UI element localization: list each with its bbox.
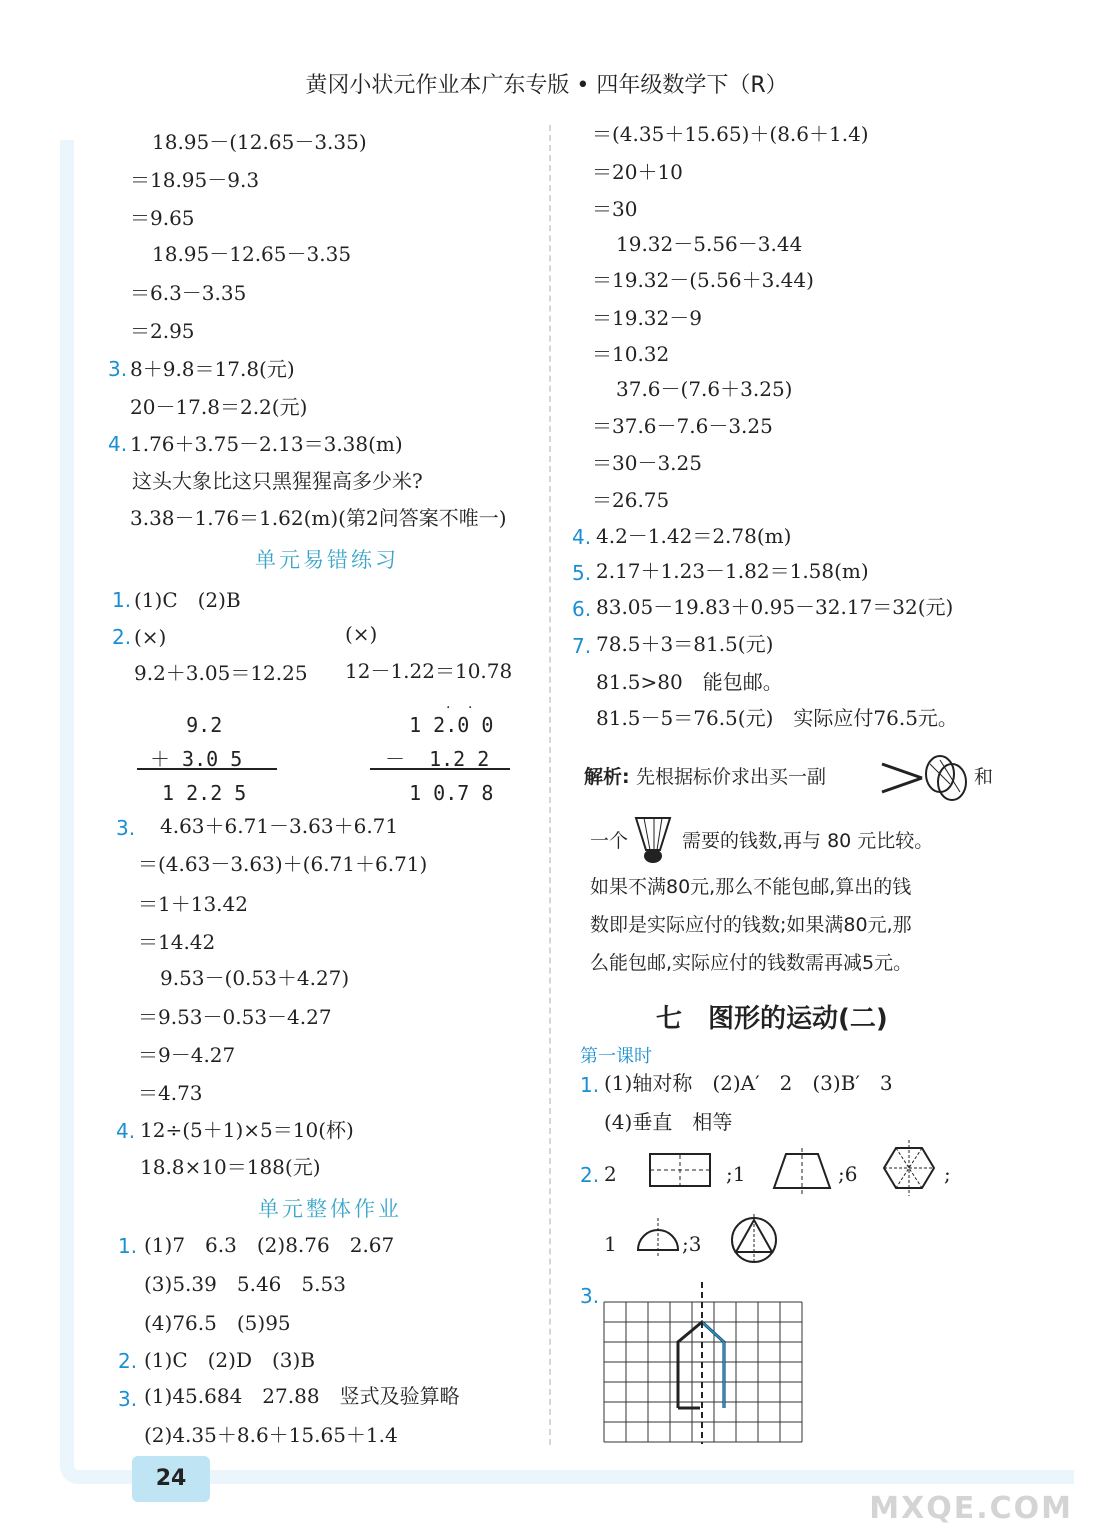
trapezoid-shape-icon <box>770 1148 834 1194</box>
explanation-text: 数即是实际应付的钱数;如果满80元,那 <box>590 914 912 936</box>
page-header: 黄冈小状元作业本广东专版 • 四年级数学下（R） <box>305 73 788 98</box>
line: 12－1.22＝10.78 <box>345 659 513 683</box>
line: ＝4.73 <box>138 1081 203 1105</box>
line: 81.5－5＝76.5(元) 实际应付76.5元。 <box>596 706 958 730</box>
line: 这头大象比这只黑猩猩高多少米? <box>132 469 423 493</box>
line: 9.53－(0.53＋4.27) <box>160 966 350 990</box>
line: (1)C (2)B <box>134 588 241 612</box>
watermark: MXQE.COM <box>869 1491 1073 1526</box>
page-number: 24 <box>132 1456 210 1502</box>
line: ＝(4.63－3.63)＋(6.71＋6.71) <box>138 852 428 876</box>
line: 18.95－(12.65－3.35) <box>152 130 367 154</box>
line: 2.17＋1.23－1.82＝1.58(m) <box>596 559 869 583</box>
question-number: 1. <box>112 588 132 612</box>
calc-rule <box>137 768 277 770</box>
line: 4.2－1.42＝2.78(m) <box>596 524 792 548</box>
line: ; <box>944 1162 951 1186</box>
line: (×) <box>134 625 167 649</box>
line: ＝(4.35＋15.65)＋(8.6＋1.4) <box>592 122 869 146</box>
line: 19.32－5.56－3.44 <box>616 232 803 256</box>
line: ;3 <box>682 1232 702 1256</box>
line: ＝6.3－3.35 <box>130 281 247 305</box>
line: ＝19.32－9 <box>592 306 702 330</box>
line: ＝9.65 <box>130 206 195 230</box>
circle-triangle-shape-icon <box>726 1212 782 1266</box>
explanation-text: 和 <box>974 766 994 788</box>
vertical-calc-addition: 9.2 ＋ 3.0 5 1 2.2 5 <box>150 713 247 805</box>
line: 1.76＋3.75－2.13＝3.38(m) <box>130 432 403 456</box>
question-number: 7. <box>572 634 592 658</box>
line: ＝30－3.25 <box>592 451 702 475</box>
question-number: 3. <box>116 816 136 840</box>
subsection-title: 单元整体作业 <box>258 1197 402 1221</box>
line: ＝37.6－7.6－3.25 <box>592 414 773 438</box>
line: (2)4.35＋8.6＋15.65＋1.4 <box>144 1423 398 1447</box>
column-divider <box>549 125 551 1445</box>
section-title: 七 图形的运动(二) <box>656 1004 888 1034</box>
line: ＝9－4.27 <box>138 1043 236 1067</box>
question-number: 3. <box>118 1387 138 1411</box>
badminton-racket-icon <box>880 750 970 806</box>
line: 12÷(5＋1)×5＝10(杯) <box>140 1118 354 1142</box>
question-number: 3. <box>108 357 128 381</box>
line: (1)45.684 27.88 竖式及验算略 <box>144 1384 460 1408</box>
line: ＝20＋10 <box>592 160 683 184</box>
line: 8＋9.8＝17.8(元) <box>130 357 295 381</box>
grid-diagram <box>600 1282 804 1444</box>
line: 2 <box>604 1162 617 1186</box>
question-number: 2. <box>580 1163 600 1187</box>
line: ＝18.95－9.3 <box>130 168 260 192</box>
line: 20－17.8＝2.2(元) <box>130 395 308 419</box>
rectangle-shape-icon <box>648 1152 712 1190</box>
line: (1)轴对称 (2)A′ 2 (3)B′ 3 <box>604 1071 893 1095</box>
borrow-dot: · <box>468 700 473 716</box>
explanation-text: 一个 <box>590 830 629 852</box>
line: 4.63＋6.71－3.63＋6.71 <box>160 814 399 838</box>
question-number: 3. <box>580 1284 600 1308</box>
line: 1 <box>604 1232 617 1256</box>
lesson-title: 第一课时 <box>580 1046 652 1067</box>
line: 83.05－19.83＋0.95－32.17＝32(元) <box>596 595 954 619</box>
question-number: 4. <box>572 525 592 549</box>
explanation-text: 先根据标价求出买一副 <box>636 766 827 788</box>
line: 18.8×10＝188(元) <box>140 1155 321 1179</box>
line: ＝30 <box>592 197 638 221</box>
hexagon-shape-icon <box>880 1140 938 1196</box>
question-number: 2. <box>112 625 132 649</box>
line: 78.5＋3＝81.5(元) <box>596 632 774 656</box>
line: (4)垂直 相等 <box>604 1110 733 1134</box>
line: ;6 <box>838 1162 858 1186</box>
line: 3.38－1.76＝1.62(m)(第2问答案不唯一) <box>130 506 507 530</box>
semicircle-shape-icon <box>632 1214 682 1260</box>
line: (3)5.39 5.46 5.53 <box>144 1272 346 1296</box>
question-number: 2. <box>118 1349 138 1373</box>
subsection-title: 单元易错练习 <box>255 548 399 572</box>
explanation-text: 需要的钱数,再与 80 元比较。 <box>682 830 934 852</box>
line: ＝1＋13.42 <box>138 892 248 916</box>
line: 37.6－(7.6＋3.25) <box>616 377 793 401</box>
calc-rule <box>370 768 510 770</box>
explanation-text: 如果不满80元,那么不能包邮,算出的钱 <box>590 876 912 898</box>
line: ＝2.95 <box>130 319 195 343</box>
question-number: 5. <box>572 561 592 585</box>
question-number: 4. <box>116 1119 136 1143</box>
explanation-label: 解析: <box>584 766 630 788</box>
question-number: 4. <box>108 432 128 456</box>
line: ＝9.53－0.53－4.27 <box>138 1005 332 1029</box>
line: 81.5>80 能包邮。 <box>596 670 783 694</box>
question-number: 1. <box>580 1073 600 1097</box>
line: (4)76.5 (5)95 <box>144 1311 291 1335</box>
line: ＝19.32－(5.56＋3.44) <box>592 268 814 292</box>
vertical-calc-subtraction: 1 2.0 0 － 1.2 2 1 0.7 8 <box>385 713 494 805</box>
line: ;1 <box>726 1162 746 1186</box>
line: 9.2＋3.05＝12.25 <box>134 661 308 685</box>
line: (×) <box>345 622 378 646</box>
line: (1)7 6.3 (2)8.76 2.67 <box>144 1233 395 1257</box>
line: ＝14.42 <box>138 930 216 954</box>
line: 18.95－12.65－3.35 <box>152 242 352 266</box>
line: (1)C (2)D (3)B <box>144 1348 316 1372</box>
line: ＝26.75 <box>592 488 670 512</box>
shuttlecock-icon <box>630 812 676 868</box>
explanation-text: 么能包邮,实际应付的钱数需再减5元。 <box>590 952 913 974</box>
question-number: 6. <box>572 597 592 621</box>
question-number: 1. <box>118 1234 138 1258</box>
line: ＝10.32 <box>592 342 670 366</box>
borrow-dot: · <box>446 700 451 716</box>
